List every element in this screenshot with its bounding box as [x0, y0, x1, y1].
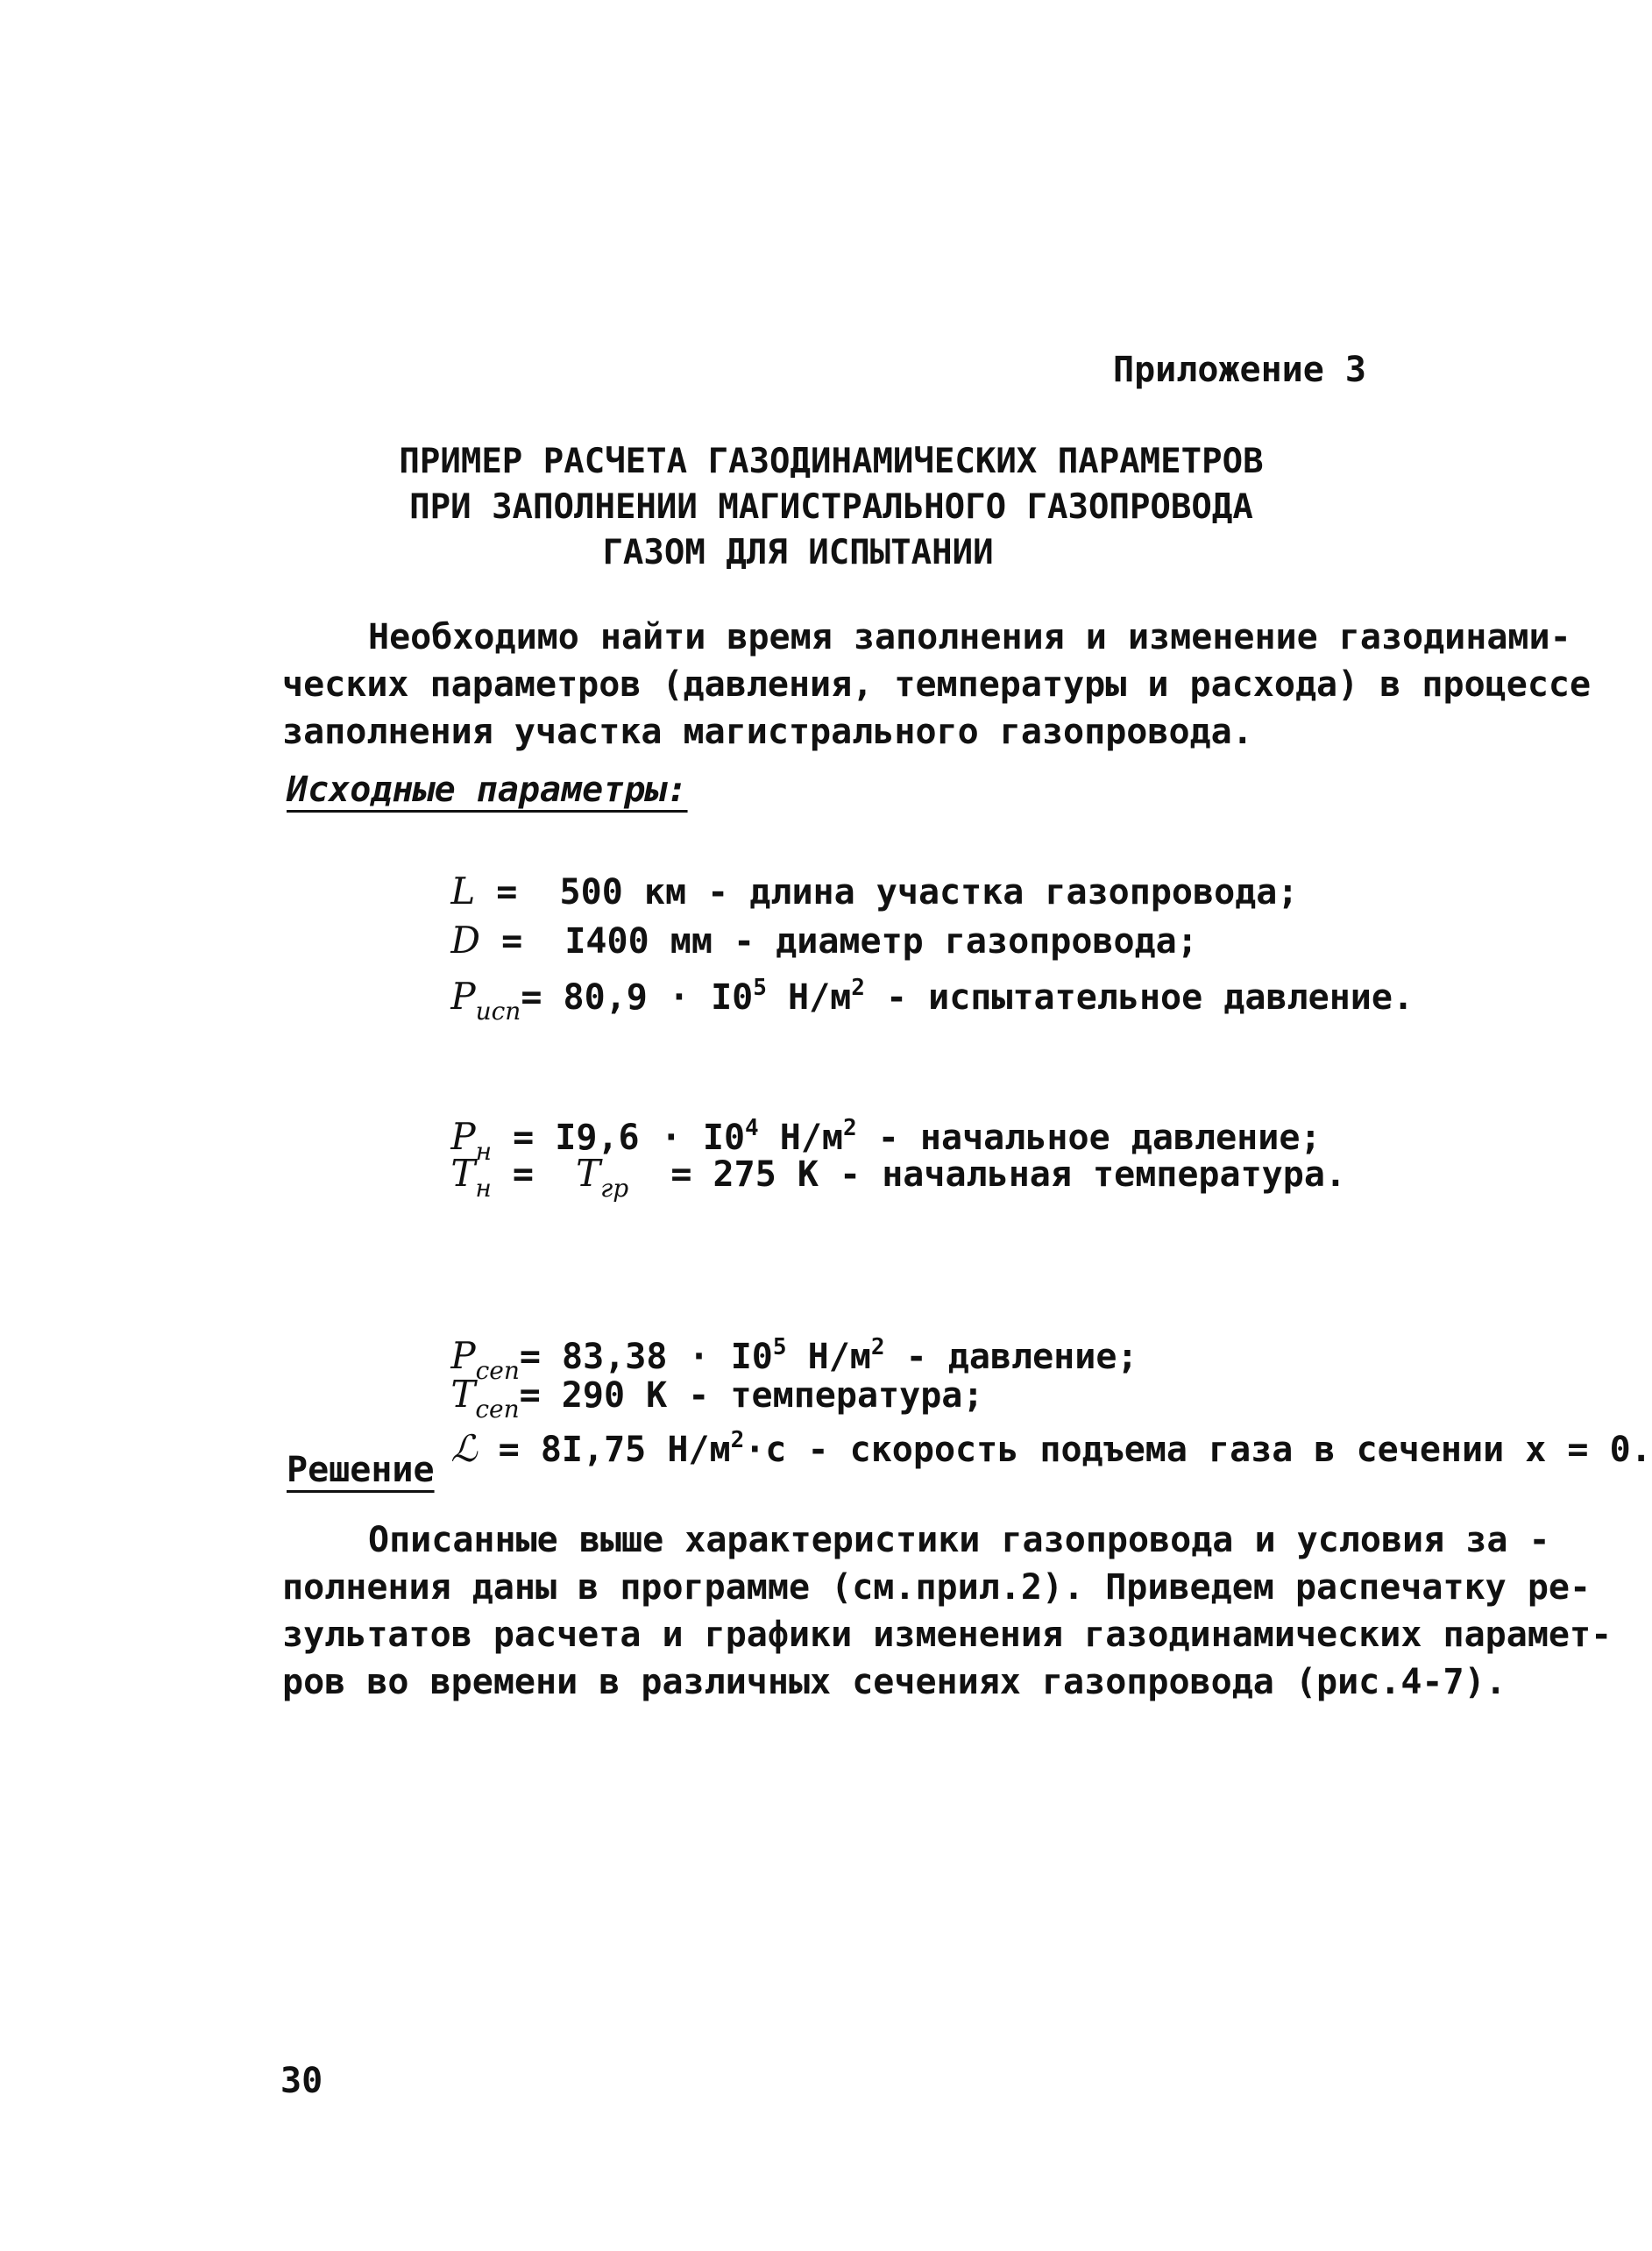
unit-text: Н/м	[766, 977, 852, 1018]
solution-line-2: полнения даны в программе (см.прил.2). Приведем распечатку ре-	[282, 1567, 1592, 1608]
description-text: - давление;	[884, 1337, 1138, 1377]
symbol-alpha: ℒ	[450, 1427, 478, 1470]
superscript: 4	[745, 1115, 759, 1141]
symbol-P: P	[450, 1115, 476, 1158]
value-text: = I9,6 · I0	[492, 1118, 746, 1158]
subscript: н	[475, 1174, 492, 1203]
param-initial-temperature	[366, 1111, 1346, 1252]
title-line-2: ПРИ ЗАПОЛНЕНИИ МАГИСТРАЛЬНОГО ГАЗОПРОВОДА	[409, 487, 1253, 527]
symbol-P: P	[450, 1334, 476, 1377]
title-line-1: ПРИМЕР РАСЧЕТА ГАЗОДИНАМИЧЕСКИХ ПАРАМЕТРОВ	[399, 442, 1264, 481]
param-length-text: = 500 км - длина участка газопровода;	[475, 872, 1299, 912]
superscript: 5	[753, 975, 767, 1001]
intro-line-2: ческих параметров (давления, температуры и расхода) в процессе	[282, 664, 1592, 705]
param-diameter-text: = I400 мм - диаметр газопровода;	[480, 921, 1198, 962]
subscript: исп	[475, 997, 521, 1026]
superscript: 5	[772, 1334, 787, 1360]
description-text: ·с - скорость подъема газа в сечении х = 0.	[744, 1430, 1652, 1470]
subscript: сеп	[475, 1395, 520, 1424]
description-text: - начальное давление;	[856, 1118, 1322, 1158]
page-number: 30	[280, 2061, 323, 2101]
symbol-T: T	[576, 1152, 601, 1195]
description-text: = 290 К - температура;	[519, 1375, 984, 1416]
unit-text: Н/м	[758, 1118, 844, 1158]
unit-text: Н/м	[786, 1337, 871, 1377]
subscript: н	[475, 1137, 493, 1166]
title-line-3: ГАЗОМ ДЛЯ ИСПЫТАНИИ	[602, 533, 994, 572]
param-test-pressure	[366, 925, 1414, 1075]
description-text: - испытательное давление.	[864, 977, 1414, 1018]
value-text: =	[491, 1154, 577, 1195]
solution-line-1: Описанные выше характеристики газопровода и условия за -	[368, 1520, 1550, 1560]
intro-line-1: Необходимо найти время заполнения и изменение газодинами-	[368, 617, 1571, 657]
param-gas-rise-speed	[366, 1377, 1652, 1513]
description-text: = 275 К - начальная температура.	[628, 1154, 1347, 1195]
superscript: 2	[730, 1427, 745, 1453]
solution-line-4: ров во времени в различных сечениях газопровода (рис.4-7).	[282, 1662, 1507, 1702]
appendix-label: Приложение 3	[1113, 350, 1366, 390]
symbol-D: D	[450, 919, 481, 962]
value-text: = 83,38 · I0	[519, 1337, 773, 1377]
symbol-P: P	[450, 975, 476, 1018]
solution-heading: Решение	[287, 1450, 435, 1490]
symbol-T: T	[450, 1373, 476, 1416]
value-text: = 8I,75 Н/м	[477, 1430, 731, 1470]
subscript: сеп	[475, 1356, 520, 1385]
value-text: = 80,9 · I0	[521, 977, 754, 1018]
symbol-L: L	[450, 870, 476, 912]
superscript: 2	[870, 1334, 885, 1360]
superscript: 2	[851, 975, 865, 1001]
initial-params-heading: Исходные параметры:	[287, 770, 688, 810]
intro-line-3: заполнения участка магистрального газопровода.	[282, 712, 1253, 752]
symbol-T: T	[450, 1152, 476, 1195]
subscript: гр	[600, 1174, 629, 1203]
superscript: 2	[843, 1115, 857, 1141]
solution-line-3: зультатов расчета и графики изменения газодинамических парамет-	[282, 1615, 1613, 1655]
